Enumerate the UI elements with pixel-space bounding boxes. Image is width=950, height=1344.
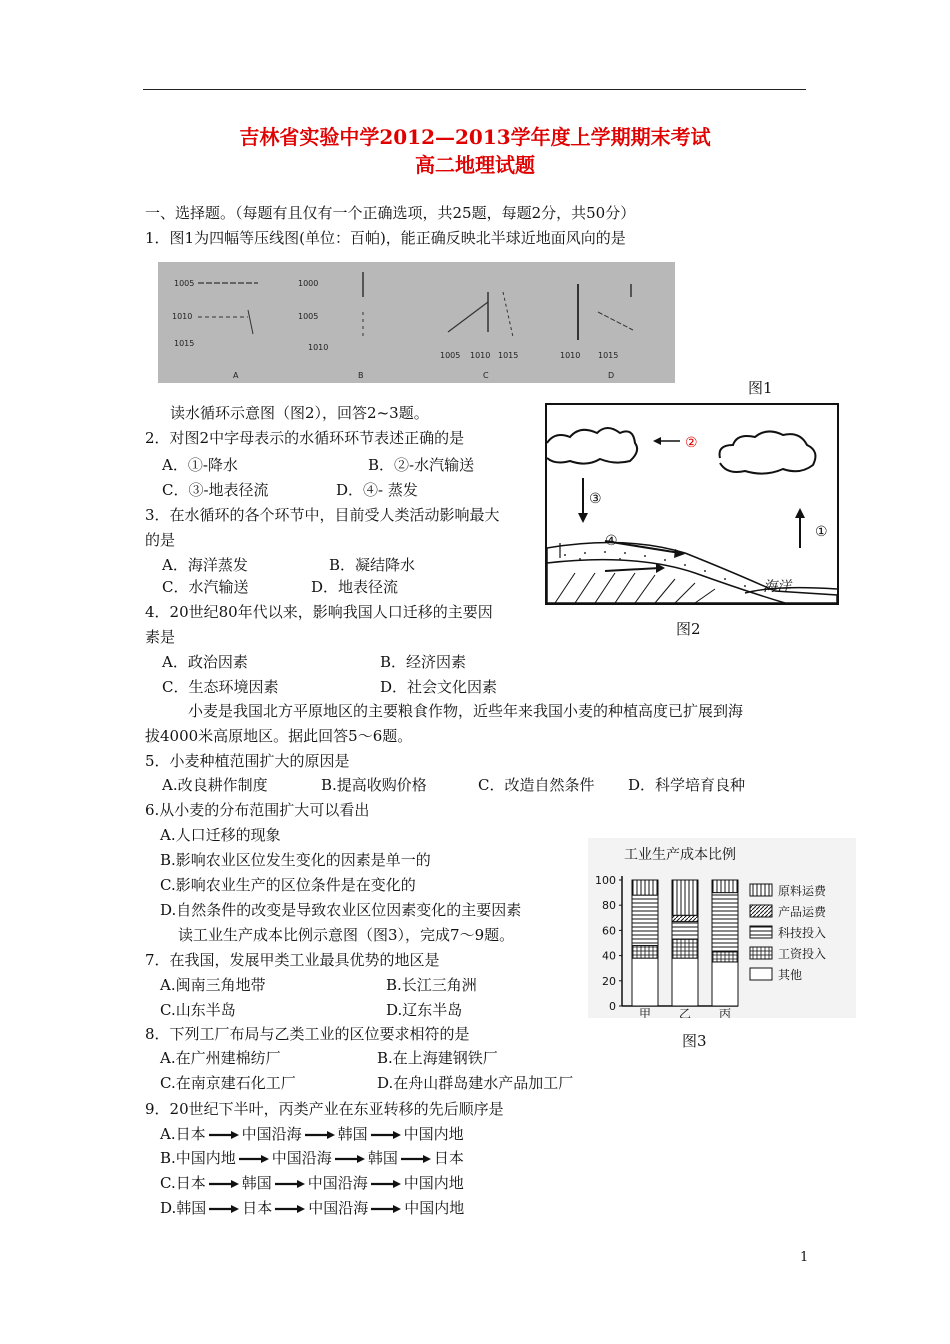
intro-q7-9: 读工业生产成本比例示意图（图3），完成7～9题。: [178, 926, 515, 944]
q5-option-d: D．科学培育良种: [628, 776, 746, 794]
svg-text:A: A: [233, 371, 239, 380]
arrow-icon: [371, 1204, 401, 1214]
question-7: 7．在我国，发展甲类工业最具优势的地区是: [145, 951, 440, 969]
q2-option-d: D．④- 蒸发: [336, 481, 418, 499]
q9-chain-item: 韩国: [337, 1125, 368, 1143]
legend-swatch: [750, 884, 772, 896]
y-tick-label: 100: [595, 874, 616, 887]
q5-option-b: B.提高收购价格: [321, 776, 427, 794]
q9-option-b: [160, 1148, 464, 1168]
svg-text:1015: 1015: [174, 339, 195, 348]
svg-text:1010: 1010: [172, 312, 193, 321]
q9-chain-item: 中国沿海: [307, 1174, 368, 1192]
marker-4: ④: [605, 533, 618, 549]
bar-segment: [712, 880, 738, 893]
page-title: 吉林省实验中学2012—2013学年度上学期期末考试: [239, 125, 711, 149]
q2-option-a: A．①-降水: [162, 456, 238, 474]
x-tick-label: 丙: [718, 1007, 732, 1018]
arrow-icon: [275, 1179, 305, 1189]
q9-chain-item: 日本: [433, 1149, 464, 1167]
q9-chain-item: 韩国: [367, 1149, 398, 1167]
q4-option-b: B．经济因素: [380, 653, 467, 671]
q4-option-c: C．生态环境因素: [162, 678, 279, 696]
svg-text:1010: 1010: [308, 343, 329, 352]
q4-option-d: D．社会文化因素: [380, 678, 498, 696]
svg-text:1000: 1000: [298, 279, 319, 288]
q9-chain-item: C.日本: [160, 1174, 206, 1192]
question-9: 9．20世纪下半叶，丙类产业在东亚转移的先后顺序是: [145, 1100, 504, 1118]
chart-title: 工业生产成本比例: [624, 847, 736, 863]
q3-option-b: B．凝结降水: [329, 556, 416, 574]
bar-segment: [672, 880, 698, 915]
figure-3-caption: 图3: [682, 1032, 707, 1050]
legend-label: 原料运费: [778, 884, 827, 898]
bar-segment: [712, 893, 738, 952]
bar-segment: [672, 939, 698, 958]
legend-label: 其他: [778, 968, 803, 982]
q3-option-a: A．海洋蒸发: [162, 556, 248, 574]
q6-option-c: C.影响农业生产的区位条件是在变化的: [160, 876, 416, 894]
q7-option-d: D.辽东半岛: [386, 1001, 463, 1019]
marker-2: ②: [685, 435, 698, 451]
q9-chain-item: A.日本: [160, 1125, 206, 1143]
bar-segment: [632, 880, 658, 895]
top-rule: [143, 89, 806, 90]
fig1-label: 1005: [174, 279, 195, 288]
q9-chain-item: 中国沿海: [241, 1125, 302, 1143]
q7-option-c: C.山东半岛: [160, 1001, 236, 1019]
svg-text:C: C: [483, 371, 489, 380]
y-tick-label: 0: [609, 1000, 616, 1013]
q8-option-a: A.在广州建棉纺厂: [160, 1049, 281, 1067]
x-tick-label: 甲: [638, 1007, 652, 1018]
arrow-icon: [371, 1179, 401, 1189]
intro-q2-3: 读水循环示意图（图2），回答2~3题。: [170, 404, 429, 422]
q3-option-d: D．地表径流: [311, 578, 399, 596]
question-6: 6.从小麦的分布范围扩大可以看出: [145, 801, 370, 819]
q9-chain-item: B.中国内地: [160, 1149, 236, 1167]
q5-option-a: A.改良耕作制度: [162, 776, 268, 794]
question-2: 2．对图2中字母表示的水循环环节表述正确的是: [145, 429, 465, 447]
arrow-icon: [275, 1204, 305, 1214]
q9-chain-item: 中国内地: [403, 1125, 464, 1143]
svg-text:1015: 1015: [498, 351, 519, 360]
question-1: 1．图1为四幅等压线图(单位：百帕)，能正确反映北半球近地面风向的是: [145, 229, 626, 247]
q2-option-c: C．③-地表径流: [162, 481, 269, 499]
bar-segment: [632, 895, 658, 945]
q9-chain-item: D.韩国: [160, 1199, 207, 1217]
q9-chain-item: 中国内地: [404, 1199, 465, 1217]
svg-text:1005: 1005: [298, 312, 319, 321]
y-tick-label: 20: [602, 974, 616, 988]
page-number: 1: [800, 1250, 809, 1265]
bar-segment: [632, 946, 658, 959]
bar-segment: [712, 962, 738, 1006]
arrow-icon: [371, 1130, 401, 1140]
q8-option-b: B.在上海建钢铁厂: [377, 1049, 498, 1067]
svg-text:1015: 1015: [598, 351, 619, 360]
legend-swatch: [750, 905, 772, 917]
legend-label: 工资投入: [778, 947, 827, 961]
q9-chain-item: 中国沿海: [308, 1199, 369, 1217]
figure-1-caption: 图1: [748, 379, 773, 397]
svg-text:1010: 1010: [470, 351, 491, 360]
q5-option-c: C．改造自然条件: [478, 776, 595, 794]
q9-chain-item: 日本: [242, 1199, 273, 1217]
question-5: 5．小麦种植范围扩大的原因是: [145, 752, 350, 770]
question-4: 4．20世纪80年代以来，影响我国人口迁移的主要因: [145, 603, 493, 621]
figure-2-water-cycle: [545, 403, 839, 609]
q7-option-b: B.长江三角洲: [386, 976, 477, 994]
arrow-icon: [239, 1154, 269, 1164]
q9-chain-item: 中国沿海: [271, 1149, 332, 1167]
q8-option-c: C.在南京建石化工厂: [160, 1074, 296, 1092]
svg-text:1010: 1010: [560, 351, 581, 360]
legend-swatch: [750, 947, 772, 959]
intro-q5-6: 小麦是我国北方平原地区的主要粮食作物，近些年来我国小麦的种植高度已扩展到海: [188, 702, 744, 720]
svg-text:1005: 1005: [440, 351, 461, 360]
marker-3: ③: [589, 491, 602, 507]
q9-option-d: [160, 1198, 464, 1218]
q3-option-c: C．水汽输送: [162, 578, 249, 596]
legend-swatch: [750, 968, 772, 980]
q8-option-d: D.在舟山群岛建水产品加工厂: [377, 1074, 574, 1092]
question-8: 8．下列工厂布局与乙类工业的区位要求相符的是: [145, 1025, 470, 1043]
q6-option-b: B.影响农业区位发生变化的因素是单一的: [160, 851, 431, 869]
question-3: 3．在水循环的各个环节中，目前受人类活动影响最大: [145, 506, 500, 524]
question-3-cont: 的是: [145, 531, 176, 549]
svg-text:B: B: [358, 371, 364, 380]
figure-2-caption: 图2: [676, 620, 701, 638]
bar-segment: [712, 952, 738, 962]
q6-option-a: A.人口迁移的现象: [160, 826, 281, 844]
bar-segment: [632, 958, 658, 1006]
q9-option-a: [160, 1124, 464, 1144]
q9-chain-item: 中国内地: [403, 1174, 464, 1192]
section-heading: 一、选择题。（每题有且仅有一个正确选项，共25题，每题2分，共50分）: [145, 204, 636, 222]
y-tick-label: 60: [602, 924, 616, 938]
marker-1: ①: [815, 524, 828, 540]
x-tick-label: 乙: [678, 1007, 692, 1018]
legend-label: 产品运费: [778, 905, 827, 919]
arrow-icon: [209, 1179, 239, 1189]
figure-3-chart: [588, 838, 856, 1018]
arrow-icon: [401, 1154, 431, 1164]
q2-option-b: B．②-水汽输送: [368, 456, 475, 474]
ocean-label: 海洋: [763, 579, 791, 595]
bar-segment: [672, 958, 698, 1006]
arrow-icon: [209, 1130, 239, 1140]
q9-option-c: [160, 1173, 464, 1193]
arrow-icon: [305, 1130, 335, 1140]
q6-option-d: D.自然条件的改变是导致农业区位因素变化的主要因素: [160, 901, 522, 919]
page-subtitle: 高二地理试题: [415, 153, 535, 177]
q7-option-a: A.闽南三角地带: [160, 976, 266, 994]
legend-label: 科技投入: [778, 926, 827, 940]
arrow-icon: [335, 1154, 365, 1164]
y-tick-label: 40: [602, 949, 616, 963]
bar-segment: [672, 915, 698, 921]
legend-swatch: [750, 926, 772, 938]
figure-1-isobars: [158, 262, 675, 383]
intro-q5-6-cont: 拔4000米高原地区。据此回答5～6题。: [145, 727, 413, 745]
question-4-cont: 素是: [145, 628, 176, 646]
q9-chain-item: 韩国: [241, 1174, 272, 1192]
q4-option-a: A．政治因素: [162, 653, 248, 671]
arrow-icon: [209, 1204, 239, 1214]
bar-segment: [672, 922, 698, 940]
svg-text:D: D: [608, 371, 615, 380]
y-tick-label: 80: [602, 899, 616, 913]
